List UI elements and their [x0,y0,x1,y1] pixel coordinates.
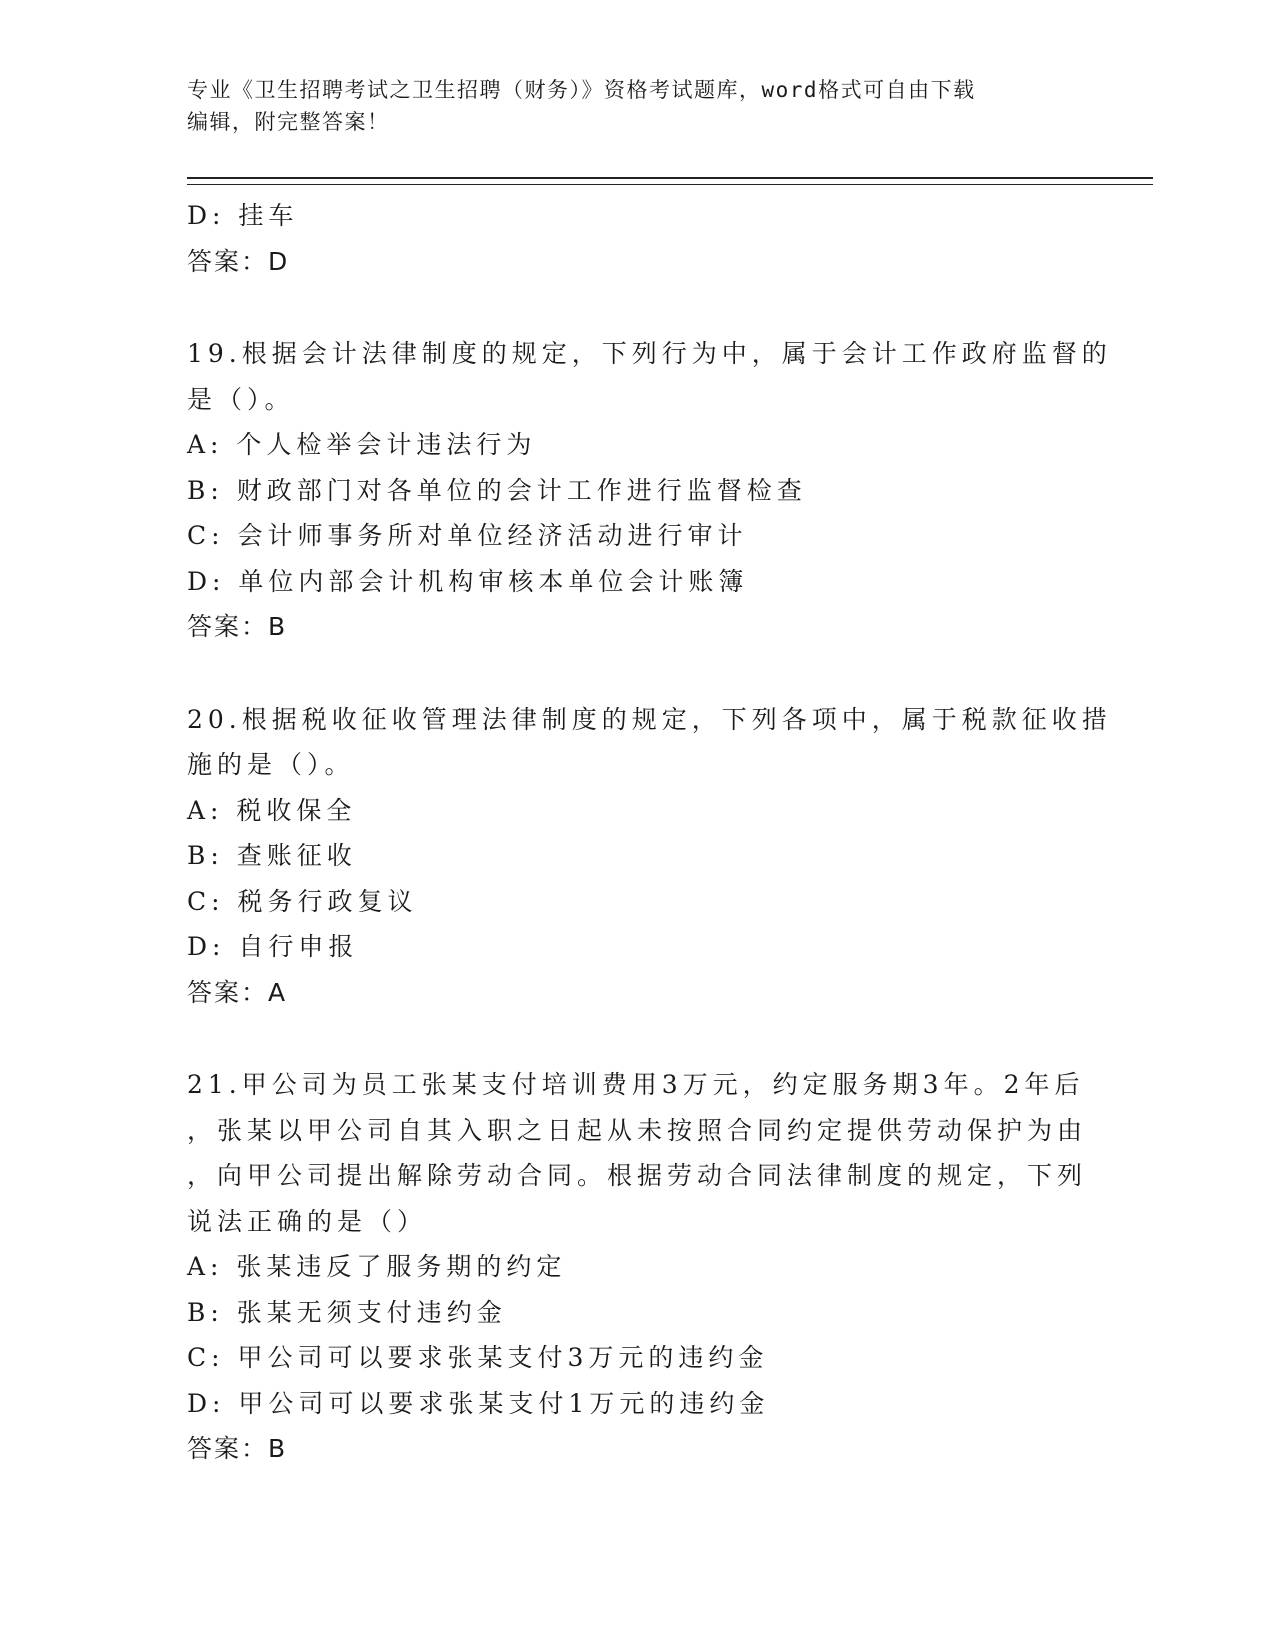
question-21 [187,1062,1087,1472]
question-text-line: 19.根据会计法律制度的规定，下列行为中，属于会计工作政府监督的 [187,339,1112,368]
header-title-line-2: 编辑，附完整答案！ [187,110,390,134]
option-b: B: 张某无须支付违约金 [187,1297,507,1327]
option-a: A: 税收保全 [187,795,357,825]
document-body [187,193,1112,1472]
question-text-line: 施的是（）。 [187,750,355,779]
question-text-line: ，向甲公司提出解除劳动合同。根据劳动合同法律制度的规定，下列 [187,1161,1088,1190]
answer: 答案：A [187,977,288,1007]
option-b: B: 查账征收 [187,841,357,870]
header-divider [187,177,1153,185]
option-a: A: 张某违反了服务期的约定 [187,1252,567,1281]
option-a: A: 个人检举会计违法行为 [187,430,537,459]
question-text-line: 是（）。 [187,384,295,414]
option-d: D: 甲公司可以要求张某支付1万元的违约金 [187,1388,770,1418]
option-d: D: 单位内部会计机构审核本单位会计账簿 [187,566,749,596]
question-text-line: 说法正确的是（） [187,1206,428,1236]
prev-answer: 答案：D [187,246,290,276]
question-text-line: 21.甲公司为员工张某支付培训费用3万元，约定服务期3年。2年后 [187,1070,1085,1099]
header-title-line-1: 专业《卫生招聘考试之卫生招聘（财务）》资格考试题库，word格式可自由下载 [187,78,976,102]
question-text-line: ，张某以甲公司自其入职之日起从未按照合同约定提供劳动保护为由 [187,1115,1088,1145]
question-20 [187,697,1112,1016]
answer: 答案：B [187,612,288,641]
option-c: C: 会计师事务所对单位经济活动进行审计 [187,521,748,550]
question-text-line: 20.根据税收征收管理法律制度的规定，下列各项中，属于税款征收措 [187,704,1112,734]
question-19 [187,331,1112,650]
page-header [187,74,1067,138]
answer: 答案：B [187,1434,288,1463]
option-c: C: 甲公司可以要求张某支付3万元的违约金 [187,1343,769,1372]
option-c: C: 税务行政复议 [187,886,418,916]
option-d: D: 自行申报 [187,932,359,961]
prev-option-d: D: 挂车 [187,201,299,230]
option-b: B: 财政部门对各单位的会计工作进行监督检查 [187,475,807,505]
